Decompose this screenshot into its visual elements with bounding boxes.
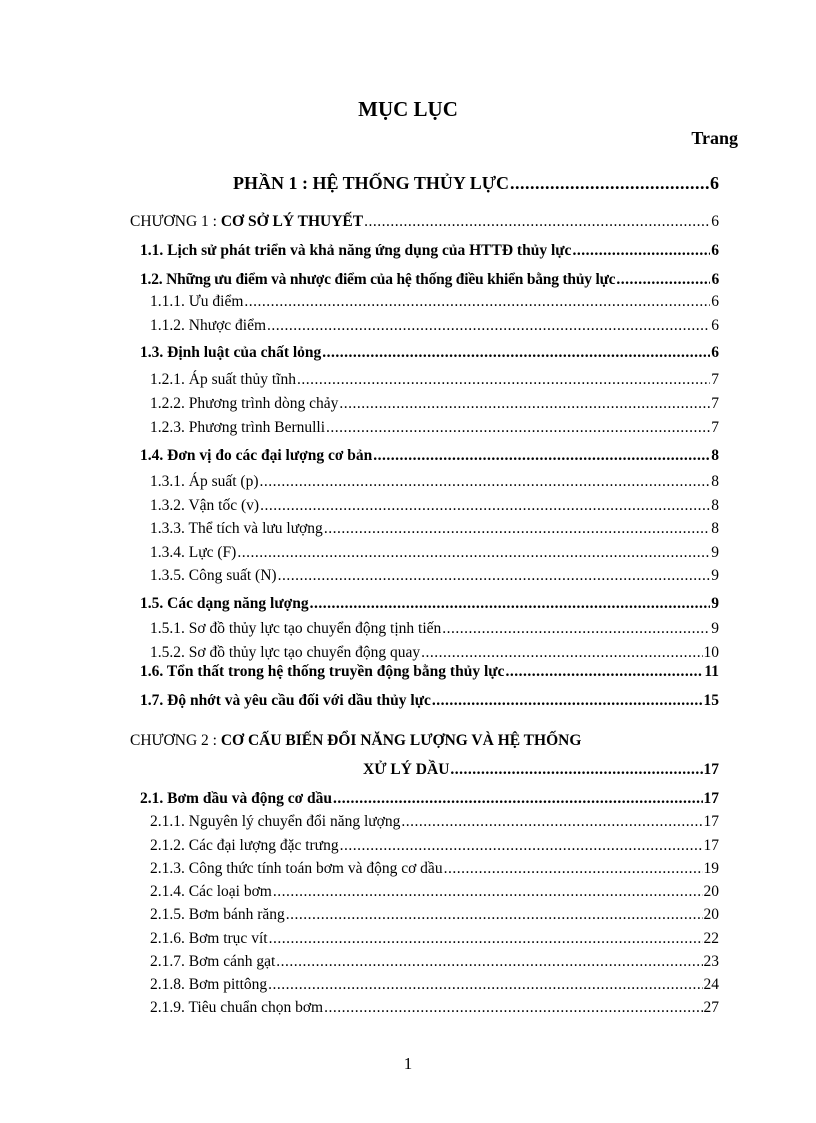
toc-chapter-prefix: CHƯƠNG 1 : xyxy=(130,213,221,230)
toc-section[interactable] xyxy=(140,691,719,711)
toc-entry-page: 17 xyxy=(703,790,719,807)
toc-leader xyxy=(324,519,710,539)
toc-section[interactable] xyxy=(140,241,719,261)
toc-leader xyxy=(572,241,710,261)
toc-entry-label: CƠ CẤU BIẾN ĐỔI NĂNG LƯỢNG VÀ HỆ THỐNG xyxy=(220,732,582,749)
toc-chapter-heading[interactable] xyxy=(130,731,719,751)
toc-entry-page: 6 xyxy=(711,242,719,259)
toc-entry-page: 8 xyxy=(711,520,719,537)
toc-subsection[interactable] xyxy=(150,566,719,586)
toc-leader xyxy=(244,292,710,312)
toc-entry-label: XỬ LÝ DẦU xyxy=(363,761,450,778)
toc-leader xyxy=(322,343,710,363)
page-title: MỤC LỤC xyxy=(358,97,458,121)
page-number-footer: 1 xyxy=(403,1054,413,1073)
toc-section[interactable] xyxy=(140,662,719,682)
toc-entry-label: 2.1.6. Bơm trục vít xyxy=(150,930,268,947)
toc-entry-label: 1.3. Định luật của chất lỏng xyxy=(140,344,322,361)
toc-entry-label: 1.2.2. Phương trình dòng chảy xyxy=(150,395,339,412)
toc-entry-label: 1.3.2. Vận tốc (v) xyxy=(150,497,260,514)
toc-subsection[interactable] xyxy=(150,292,719,312)
toc-entry-page: 6 xyxy=(711,293,719,310)
toc-entry-page: 10 xyxy=(703,644,719,661)
toc-entry-page: 15 xyxy=(703,692,719,709)
page-column-header: Trang xyxy=(691,128,738,148)
toc-subsection[interactable] xyxy=(150,882,719,902)
toc-leader xyxy=(373,446,710,466)
toc-entry-label: 2.1.7. Bơm cánh gạt xyxy=(150,953,276,970)
toc-leader xyxy=(401,812,702,832)
toc-entry-label: PHẦN 1 : HỆ THỐNG THỦY LỰC xyxy=(233,173,510,193)
toc-leader xyxy=(286,905,703,925)
toc-leader xyxy=(324,998,702,1018)
toc-entry-label: 1.2.1. Áp suất thủy tĩnh xyxy=(150,371,296,388)
toc-entry-page: 27 xyxy=(703,999,719,1016)
toc-section[interactable] xyxy=(140,343,719,363)
toc-entry-page: 8 xyxy=(711,497,719,514)
toc-entry-label: 1.6. Tổn thất trong hệ thống truyền động bằng thủy lực xyxy=(140,663,505,680)
toc-entry-label: 1.3.5. Công suất (N) xyxy=(150,567,277,584)
toc-subsection[interactable] xyxy=(150,812,719,832)
toc-leader xyxy=(269,929,703,949)
toc-subsection[interactable] xyxy=(150,370,719,390)
toc-entry-label: 1.5.2. Sơ đồ thủy lực tạo chuyển động quay xyxy=(150,644,421,661)
toc-leader xyxy=(260,496,710,516)
toc-entry-label: 1.3.3. Thể tích và lưu lượng xyxy=(150,520,323,537)
toc-entry-label: 2.1.1. Nguyên lý chuyển đổi năng lượng xyxy=(150,813,401,830)
toc-entry-label: 1.1.2. Nhược điểm xyxy=(150,317,267,334)
toc-entry-label: 2.1.2. Các đại lượng đặc trưng xyxy=(150,837,339,854)
toc-entry-page: 9 xyxy=(711,620,719,637)
toc-part-heading[interactable] xyxy=(233,173,719,193)
toc-entry-page: 6 xyxy=(710,173,719,193)
toc-leader xyxy=(505,662,703,682)
toc-chapter-heading-continued[interactable] xyxy=(363,760,719,780)
toc-entry-label: 1.1.1. Ưu điểm xyxy=(150,293,244,310)
toc-entry-page: 6 xyxy=(711,213,719,230)
toc-chapter-heading[interactable] xyxy=(130,212,719,232)
toc-leader xyxy=(432,691,703,711)
toc-entry-label: 1.1. Lịch sử phát triển và khả năng ứng dụng của HTTĐ thủy lực xyxy=(140,242,572,259)
toc-subsection[interactable] xyxy=(150,394,719,414)
toc-subsection[interactable] xyxy=(150,543,719,563)
toc-chapter-prefix: CHƯƠNG 2 : xyxy=(130,732,221,749)
toc-entry-label: 2.1.8. Bơm pittông xyxy=(150,976,268,993)
toc-subsection[interactable] xyxy=(150,929,719,949)
toc-entry-page: 6 xyxy=(711,317,719,334)
toc-leader xyxy=(310,594,711,614)
toc-subsection[interactable] xyxy=(150,836,719,856)
toc-entry-label: 2.1.3. Công thức tính toán bơm và động cơ dầu xyxy=(150,860,443,877)
toc-entry-page: 8 xyxy=(711,447,719,464)
toc-leader xyxy=(276,952,702,972)
toc-entry-page: 6 xyxy=(711,271,719,288)
toc-entry-page: 7 xyxy=(711,419,719,436)
toc-entry-page: 7 xyxy=(711,395,719,412)
toc-subsection[interactable] xyxy=(150,519,719,539)
toc-entry-page: 9 xyxy=(711,595,719,612)
toc-entry-page: 20 xyxy=(703,906,719,923)
toc-entry-label: 1.5. Các dạng năng lượng xyxy=(140,595,309,612)
toc-leader xyxy=(278,566,711,586)
toc-entry-label: 2.1.5. Bơm bánh răng xyxy=(150,906,285,923)
toc-entry-page: 22 xyxy=(703,930,719,947)
toc-leader xyxy=(339,394,710,414)
toc-entry-label: 1.5.1. Sơ đồ thủy lực tạo chuyển động tịnh tiến xyxy=(150,620,442,637)
toc-subsection[interactable] xyxy=(150,859,719,879)
toc-entry-label: 1.4. Đơn vị đo các đại lượng cơ bản xyxy=(140,447,373,464)
toc-entry-label: CƠ SỞ LÝ THUYẾT xyxy=(220,213,364,230)
toc-subsection[interactable] xyxy=(150,643,719,663)
toc-subsection[interactable] xyxy=(150,316,719,336)
toc-section[interactable] xyxy=(140,270,719,290)
toc-leader xyxy=(333,789,702,809)
toc-entry-label: 2.1.9. Tiêu chuẩn chọn bơm xyxy=(150,999,324,1016)
toc-leader xyxy=(260,472,711,492)
toc-leader xyxy=(421,643,702,663)
toc-entry-page: 19 xyxy=(703,860,719,877)
toc-leader xyxy=(510,173,709,193)
toc-leader xyxy=(267,316,710,336)
toc-leader xyxy=(340,836,703,856)
toc-entry-page: 7 xyxy=(711,371,719,388)
toc-entry-page: 17 xyxy=(703,761,719,778)
toc-section[interactable] xyxy=(140,789,719,809)
toc-entry-page: 11 xyxy=(704,663,719,680)
toc-subsection[interactable] xyxy=(150,496,719,516)
toc-entry-page: 9 xyxy=(711,567,719,584)
toc-subsection[interactable] xyxy=(150,998,719,1018)
toc-entry-page: 24 xyxy=(703,976,719,993)
toc-entry-label: 1.3.1. Áp suất (p) xyxy=(150,473,259,490)
toc-entry-page: 17 xyxy=(703,813,719,830)
toc-entry-page: 6 xyxy=(711,344,719,361)
toc-leader xyxy=(237,543,710,563)
toc-subsection[interactable] xyxy=(150,418,719,438)
toc-entry-page: 8 xyxy=(711,473,719,490)
toc-entry-label: 2.1.4. Các loại bơm xyxy=(150,883,272,900)
toc-leader xyxy=(297,370,710,390)
toc-leader xyxy=(442,619,710,639)
toc-entry-label: 1.2.3. Phương trình Bernulli xyxy=(150,419,326,436)
toc-subsection[interactable] xyxy=(150,472,719,492)
toc-section[interactable] xyxy=(140,594,719,614)
toc-entry-label: 1.7. Độ nhớt và yêu cầu đối với dầu thủy lực xyxy=(140,692,431,709)
toc-entry-label: 1.2. Những ưu điểm và nhược điểm của hệ thống điều khiển bằng thủy lực xyxy=(140,271,616,288)
toc-subsection[interactable] xyxy=(150,975,719,995)
toc-section[interactable] xyxy=(140,446,719,466)
toc-entry-label: 2.1. Bơm dầu và động cơ dầu xyxy=(140,790,333,807)
toc-leader xyxy=(616,270,710,290)
toc-entry-page: 9 xyxy=(711,544,719,561)
toc-leader xyxy=(364,212,710,232)
toc-subsection[interactable] xyxy=(150,905,719,925)
toc-entry-page: 23 xyxy=(703,953,719,970)
toc-subsection[interactable] xyxy=(150,619,719,639)
toc-leader xyxy=(444,859,703,879)
toc-subsection[interactable] xyxy=(150,952,719,972)
toc-entry-label: 1.3.4. Lực (F) xyxy=(150,544,237,561)
toc-entry-page: 17 xyxy=(703,837,719,854)
toc-leader xyxy=(450,760,702,780)
toc-entry-page: 20 xyxy=(703,883,719,900)
toc-leader xyxy=(326,418,710,438)
toc-leader xyxy=(268,975,702,995)
toc-leader xyxy=(273,882,703,902)
